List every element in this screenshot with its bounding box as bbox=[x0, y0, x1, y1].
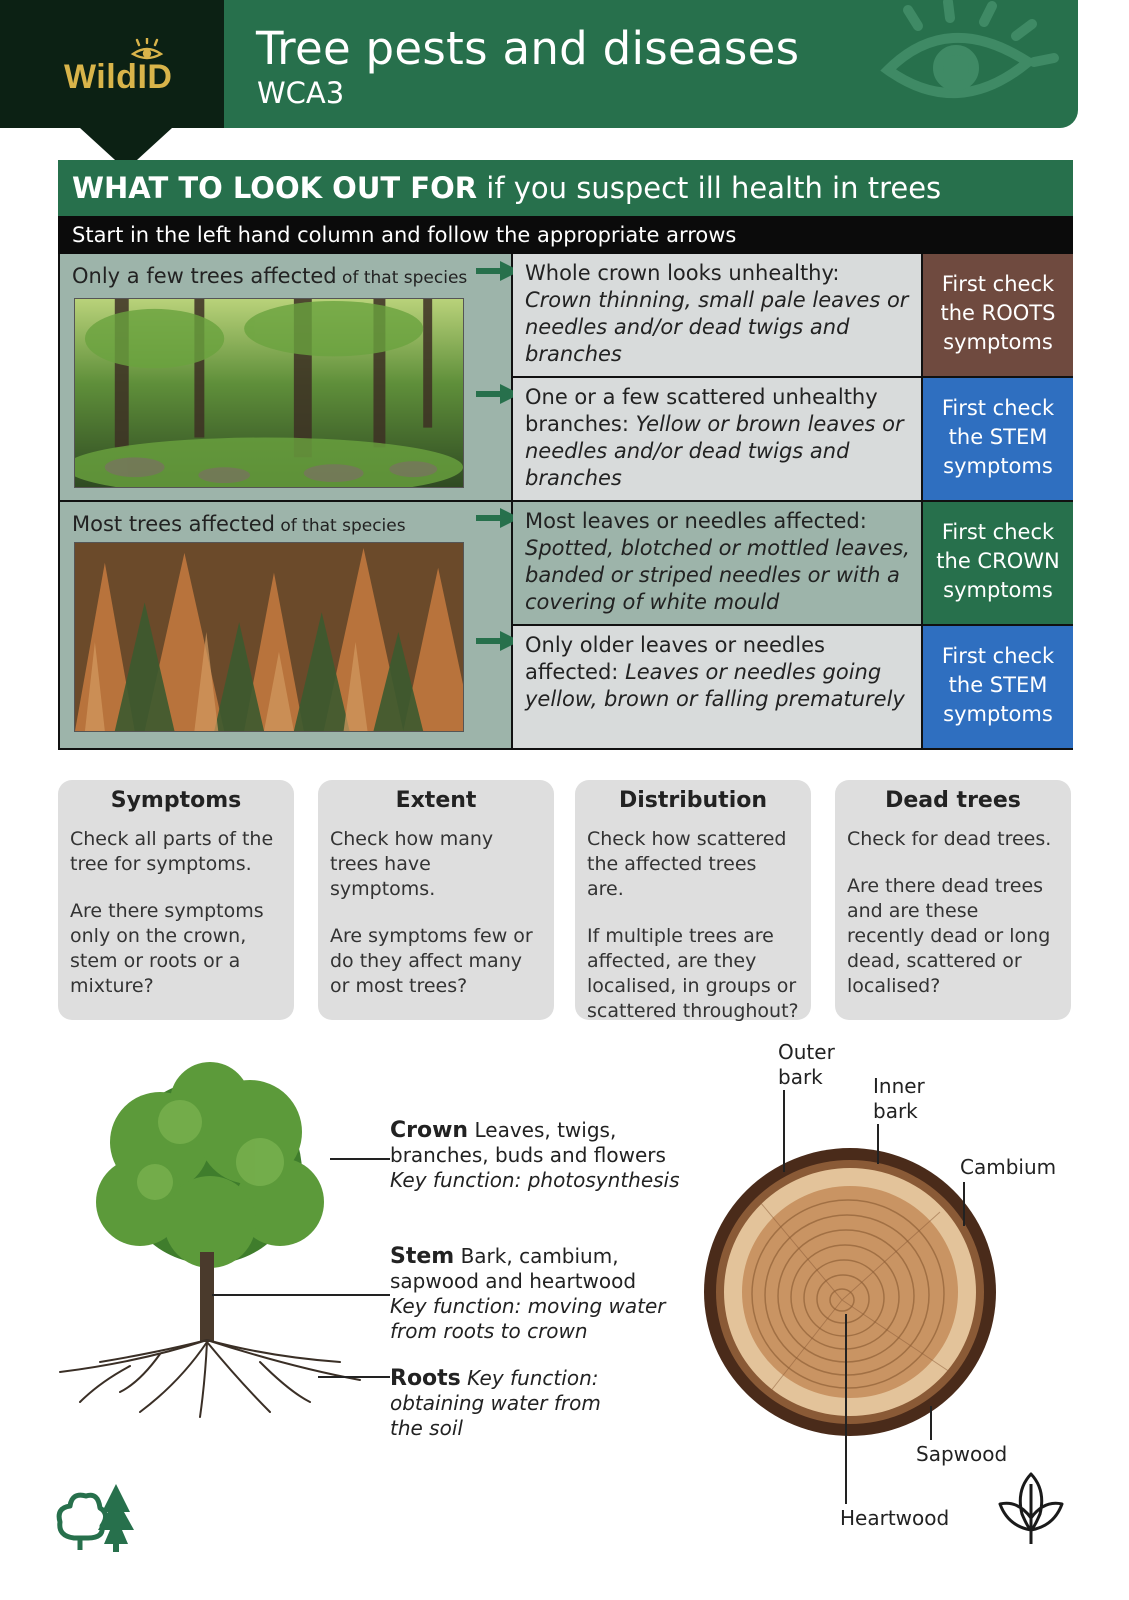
label-line: Outer bbox=[778, 1040, 835, 1064]
symptom-row bbox=[513, 502, 921, 626]
card-text: Check how many trees have symptoms. bbox=[330, 828, 494, 900]
wildid-logo bbox=[64, 38, 194, 108]
page-subtitle: WCA3 bbox=[257, 76, 345, 110]
diseased-forest-photo bbox=[74, 542, 464, 732]
card-symptoms bbox=[58, 780, 294, 1020]
crown-leader-line bbox=[330, 1158, 390, 1160]
group-most-trees bbox=[60, 502, 511, 748]
eye-icon bbox=[130, 38, 164, 60]
check-stem-badge: First check the STEM symptoms bbox=[921, 626, 1073, 748]
symptom-row bbox=[513, 626, 921, 748]
symptom-row bbox=[513, 378, 921, 502]
outer-bark-pointer bbox=[783, 1090, 785, 1172]
instruction-bar: Start in the left hand column and follow the appropriate arrows bbox=[58, 216, 1073, 254]
heartwood-label: Heartwood bbox=[840, 1506, 950, 1530]
inner-bark-label bbox=[873, 1074, 925, 1124]
row-heading: Whole crown looks unhealthy: bbox=[525, 261, 840, 285]
group-label-main: Only a few trees affected bbox=[72, 264, 337, 288]
eye-watermark-icon bbox=[878, 0, 1068, 128]
page-title: Tree pests and diseases bbox=[256, 22, 800, 75]
card-text: Are there symptoms only on the crown, stem or roots or a mixture? bbox=[70, 900, 264, 997]
card-text: Are there dead trees and are these recently dead or long dead, scattered or localised? bbox=[847, 875, 1051, 997]
trees-icon bbox=[54, 1478, 134, 1552]
row-detail: Crown thinning, small pale leaves or needles and/or dead twigs and branches bbox=[525, 288, 909, 366]
heartwood-pointer bbox=[845, 1314, 847, 1504]
stem-description bbox=[390, 1244, 680, 1344]
banner-rest: if you suspect ill health in trees bbox=[477, 171, 942, 205]
inner-bark-pointer bbox=[877, 1124, 879, 1164]
group-label bbox=[72, 512, 406, 536]
section-banner bbox=[58, 160, 1073, 216]
symptom-row bbox=[513, 254, 921, 378]
label-line: bark bbox=[778, 1065, 823, 1089]
label-line: Inner bbox=[873, 1074, 925, 1098]
label-line: bark bbox=[873, 1099, 918, 1123]
card-text: If multiple trees are affected, are they localised, in groups or scattered throughout? bbox=[587, 925, 799, 1022]
row-detail: Leaves or needles going yellow, brown or falling prematurely bbox=[525, 660, 905, 711]
part-name: Stem bbox=[390, 1244, 455, 1269]
part-name: Roots bbox=[390, 1366, 461, 1391]
part-function: Key function: moving water from roots to crown bbox=[390, 1294, 666, 1343]
tree-illustration bbox=[40, 1062, 390, 1422]
card-title: Extent bbox=[395, 788, 477, 813]
row-detail: Yellow or brown leaves or needles and/or dead twigs and branches bbox=[525, 412, 904, 490]
check-stem-badge: First check the STEM symptoms bbox=[921, 378, 1073, 502]
part-function: Key function: obtaining water from the soil bbox=[390, 1366, 601, 1440]
card-text: Are symptoms few or do they affect many or most trees? bbox=[330, 925, 533, 997]
part-desc: Bark, cambium, sapwood and heartwood bbox=[390, 1244, 637, 1293]
card-title: Symptoms bbox=[110, 788, 242, 813]
card-dead-trees bbox=[835, 780, 1071, 1020]
card-text: Check for dead trees. bbox=[847, 828, 1052, 850]
roots-description bbox=[390, 1366, 620, 1441]
group-few-trees bbox=[60, 254, 511, 502]
symptom-table bbox=[58, 254, 1073, 750]
check-crown-badge: First check the CROWN symptoms bbox=[921, 502, 1073, 626]
group-label bbox=[72, 264, 467, 288]
leaf-icon bbox=[996, 1470, 1066, 1546]
crown-description bbox=[390, 1118, 680, 1193]
card-text: Check all parts of the tree for symptoms. bbox=[70, 828, 274, 875]
row-heading: One or a few scattered unhealthy branches: bbox=[525, 385, 878, 436]
card-extent bbox=[318, 780, 554, 1020]
sapwood-pointer bbox=[930, 1406, 932, 1440]
roots-leader-line bbox=[318, 1376, 390, 1378]
row-heading: Only older leaves or needles affected: bbox=[525, 633, 825, 684]
group-label-main: Most trees affected bbox=[72, 512, 275, 536]
row-heading: Most leaves or needles affected: bbox=[525, 509, 867, 533]
part-name: Crown bbox=[390, 1118, 469, 1143]
part-function: Key function: photosynthesis bbox=[390, 1168, 680, 1192]
sapwood-label: Sapwood bbox=[916, 1442, 1008, 1466]
banner-bold: WHAT TO LOOK OUT FOR bbox=[72, 171, 478, 205]
card-title: Distribution bbox=[618, 788, 768, 813]
outer-bark-label bbox=[778, 1040, 835, 1090]
part-desc: Leaves, twigs, branches, buds and flowers bbox=[390, 1118, 666, 1167]
trunk-cross-section bbox=[700, 1142, 1000, 1442]
card-distribution bbox=[575, 780, 811, 1020]
card-text: Check how scattered the affected trees are. bbox=[587, 828, 787, 900]
group-label-suffix: of that species bbox=[336, 268, 468, 288]
logo-text: WildID bbox=[64, 58, 173, 96]
cambium-label: Cambium bbox=[960, 1155, 1057, 1179]
forest-photo bbox=[74, 298, 464, 488]
row-detail: Spotted, blotched or mottled leaves, banded or striped needles or with a covering of white mould bbox=[525, 536, 910, 614]
check-roots-badge: First check the ROOTS symptoms bbox=[921, 254, 1073, 378]
group-label-suffix: of that species bbox=[274, 516, 406, 536]
card-title: Dead trees bbox=[885, 788, 1021, 813]
cambium-pointer bbox=[963, 1182, 965, 1226]
stem-leader-line bbox=[212, 1294, 390, 1296]
